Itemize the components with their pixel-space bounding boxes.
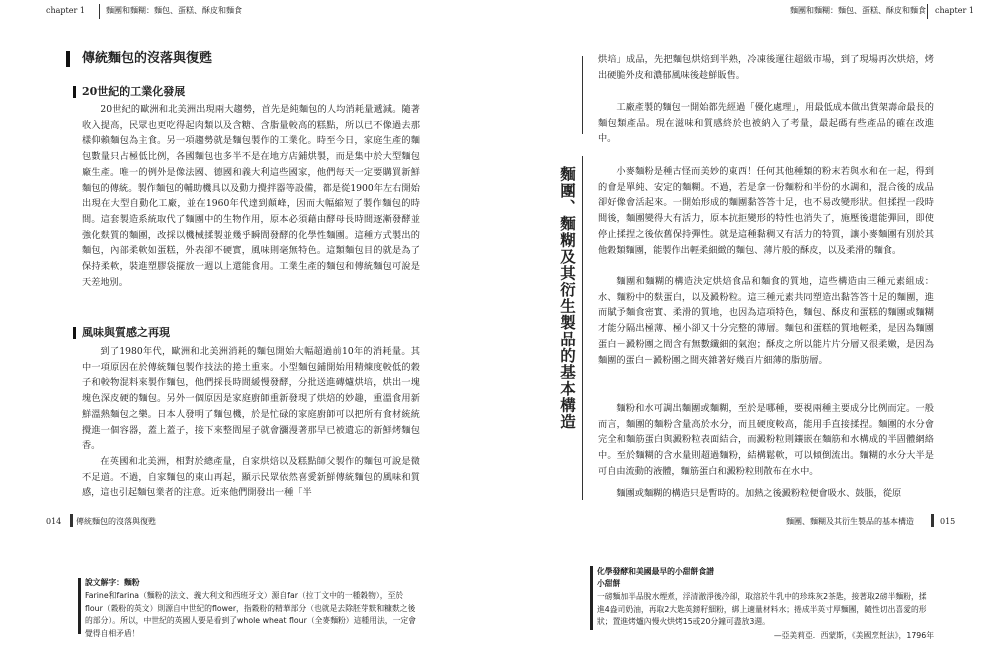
left-running-head: 麵團和麵糊：麵包、蛋糕、酥皮和麵食 xyxy=(106,6,242,15)
right-note-title: 化學發酵和美國最早的小甜餅食譜 xyxy=(597,567,714,576)
body-paragraph: 到了1980年代，歐洲和北美洲消耗的麵包開始大幅超過前10年的消耗量。其中一項原因在於傳統麵包製作技法的捲土重來。小型麵包鋪開始用精煉度較低的穀子和較物混料來製作麵包，他們採長時間緩慢發酵，分批送進磚爐烘培，烘出一塊塊色深皮硬的麵包。另外一個原因是家庭廚師重新發現了烘焙的妙趣，重溫食用新鮮溫熱麵包之樂。日本人發明了麵包機，於是忙碌的家庭廚師可以把所有食材統統攪進一個容器，蓋上蓋子，接下來整間屋子就會瀰漫著那早已被遺忘的新鮮烤麵包香。 xyxy=(82,346,420,452)
section-title-marker xyxy=(66,51,70,67)
left-note-title: 說文解字：麵粉 xyxy=(85,578,140,587)
right-note-body: 一磅麵加半品脫水煙煮，浮清澈淨後冷卻，取溶於牛乳中的珍珠灰2茶匙，接著取2磅半麵粉，揉進4盎司奶油，再取2大匙英鎊籽細粉，綁上適量材料水；捲成半英寸厚麵團，隨性切出喜愛的形狀；置進烤爐內慢火烘烤15或20分鐘可盡放3週。 xyxy=(597,592,927,626)
left-folio: 014 xyxy=(46,517,62,526)
section-title: 傳統麵包的沒落與復甦 xyxy=(82,51,213,66)
right-note-source: —亞美莉亞．西蒙斯，《美國烹飪法》，1796年 xyxy=(773,631,934,640)
body-paragraph: 麵團和麵糊的構造決定烘焙食品和麵食的質地，這些構造由三種元素組成：水、麵粉中的麩蛋白，以及澱粉粒。這三種元素共同塑造出黏答答十足的麵團，進而賦予麵食密實、柔滑的質地，也因為這項特色，麵包、酥皮和蛋糕的麵團或麵糊才能分隔出極薄、極小卻又十分完整的薄層。麵包和蛋糕的質地輕柔，是因為麵團蛋白－澱粉團之間含有無數纖細的氣泡；酥皮之所以能片片分層又很柔嫩，是因為麵團的蛋白－澱粉團之間夾雜著好幾百片細薄的脂肪層。 xyxy=(598,276,934,366)
body-paragraph: 20世紀的歐洲和北美洲出現兩大趨勢，首先是純麵包的人均消耗量遞減。隨著收入提高，民眾也更吃得起肉類以及含糖、含脂量較高的糕點，所以已不像過去那樣仰賴麵包為主食。另一項趨勢就是麵包製作的工業化。時至今日，家庭生產的麵包數量只占極低比例，各國麵包也多半不是在地方店鋪烘製，而是集中於大型麵包廠生產。唯一的例外是像法國、德國和義大利這些國家，他們每天一定要購買新鮮麵包的傳統。製作麵包的輔助機具以及動力攪拌器等設備，都是從1900年左右開始出現在大型自動化工廠，並在1960年代達到顛峰，因而大幅縮短了製作麵包的時間。這套製造系統取代了麵團中的生物作用，原本必須藉由酵母長時間逐漸發酵並強化麩質的麵團，改採以機械揉製並幾乎瞬間發酵的化學性麵團。這種方式製出的麵包，內部柔軟如蛋糕，外表卻不硬實，風味則毫無特色。這類麵包目的就是為了保持柔軟，裝進塑膠袋擺放一週以上還能食用。工業生產的麵包和傳統麵包可說是天差地別。 xyxy=(82,104,420,288)
body-paragraph: 小麥麵粉是種古怪而美妙的東西！任何其他種類的粉末若與水和在一起，得到的會是單純、安定的麵糊。不過，若是拿一份麵粉和半份的水調和，混合後的成品卻好像會活起來。一開始形成的麵團黏答答十足，也不易改變形狀。但揉捏一段時間後，麵團變得大有活力，原本抗拒變形的特性也消失了，施壓後還能彈回，即使停止揉捏之後依舊保持彈性。就是這種黏稠又有活力的特質，讓小麥麵團有別於其他穀類麵團，能製作出輕柔細緻的麵包、薄片般的酥皮，以及柔滑的麵食。 xyxy=(598,166,934,256)
body-paragraph: 麵團或麵糊的構造只是暫時的。加熱之後澱粉粒便會吸水、鼓脹，從原 xyxy=(616,488,902,499)
left-footer-bar xyxy=(70,514,73,527)
right-footer-text: 麵團、麵糊及其衍生製品的基本構造 xyxy=(786,517,914,526)
right-footer-bar xyxy=(931,514,934,527)
subheading-revival: 風味與質感之再現 xyxy=(82,326,170,339)
left-chapter-label: chapter 1 xyxy=(46,6,85,15)
subheading-industrialization: 20世紀的工業化發展 xyxy=(82,85,186,98)
right-section-rule xyxy=(582,156,583,500)
body-paragraph: 在英國和北美洲，相對於總產量，自家烘焙以及糕點師父製作的麵包可說是微不足道。不過，自家麵包的東山再起，顯示民眾依然喜愛新鮮傳統麵包的風味和質感，這也引起麵包業者的注意。近來他們開發出一種「半 xyxy=(82,456,420,499)
left-note-bar xyxy=(78,578,81,634)
left-header-divider xyxy=(99,4,100,19)
body-paragraph: 烘培」成品，先把麵包烘焙到半熟，冷凍後運往超級市場，到了現場再次烘焙，烤出硬脆外皮和濃郁風味後趁鮮販售。 xyxy=(598,54,934,81)
body-paragraph: 工廠產製的麵包一開始都先經過「優化處理」，用最低成本做出貨架壽命最長的麵包類產品。現在滋味和質感終於也被納入了考量，最起碼有些產品的確在改進中。 xyxy=(598,102,934,145)
right-note-subtitle: 小甜餅 xyxy=(597,579,621,588)
left-note-body: Farine和farina（麵粉的法文、義大利文和西班牙文）源自far（拉丁文中的一種穀物），至於flour（穀粉的英文）則源自中世紀的flower，指穀粉的精華部分（也就是去除胚芽麩和糠麩之後的部分）。所以，中世紀的英國人要是看到了whole wheat flour（全麥麵粉）這種用法，一定會覺得自相矛盾！ xyxy=(85,591,416,638)
subheading-marker xyxy=(73,327,76,339)
right-folio: 015 xyxy=(940,517,956,526)
subheading-marker xyxy=(73,86,76,98)
body-paragraph: 麵粉和水可調出麵團或麵糊，至於是哪種，要視兩種主要成分比例而定。一般而言，麵團的麵粉含量高於水分，而且硬度較高，能用手直接揉捏。麵團的水分會完全和麵筋蛋白與澱粉粒表面結合，而澱粉粒則鑲嵌在麵筋和水構成的半固體網絡中。至於麵糊的含水量則超過麵粉，結構鬆軟，可以傾倒流出。麵糊的水分大半是可自由流動的液體，麵筋蛋白和澱粉粒則散布在水中。 xyxy=(598,403,934,477)
right-chapter-label: chapter 1 xyxy=(935,6,974,15)
left-footer-text: 傳統麵包的沒落與復甦 xyxy=(76,517,156,526)
right-header-divider xyxy=(927,4,928,19)
chapter-section-vertical-title: 麵團、麵糊及其衍生製品的基本構造 xyxy=(558,166,577,430)
right-top-rule xyxy=(582,56,583,134)
right-running-head: 麵團和麵糊：麵包、蛋糕、酥皮和麵食 xyxy=(790,6,926,15)
right-note-bar xyxy=(590,566,593,630)
